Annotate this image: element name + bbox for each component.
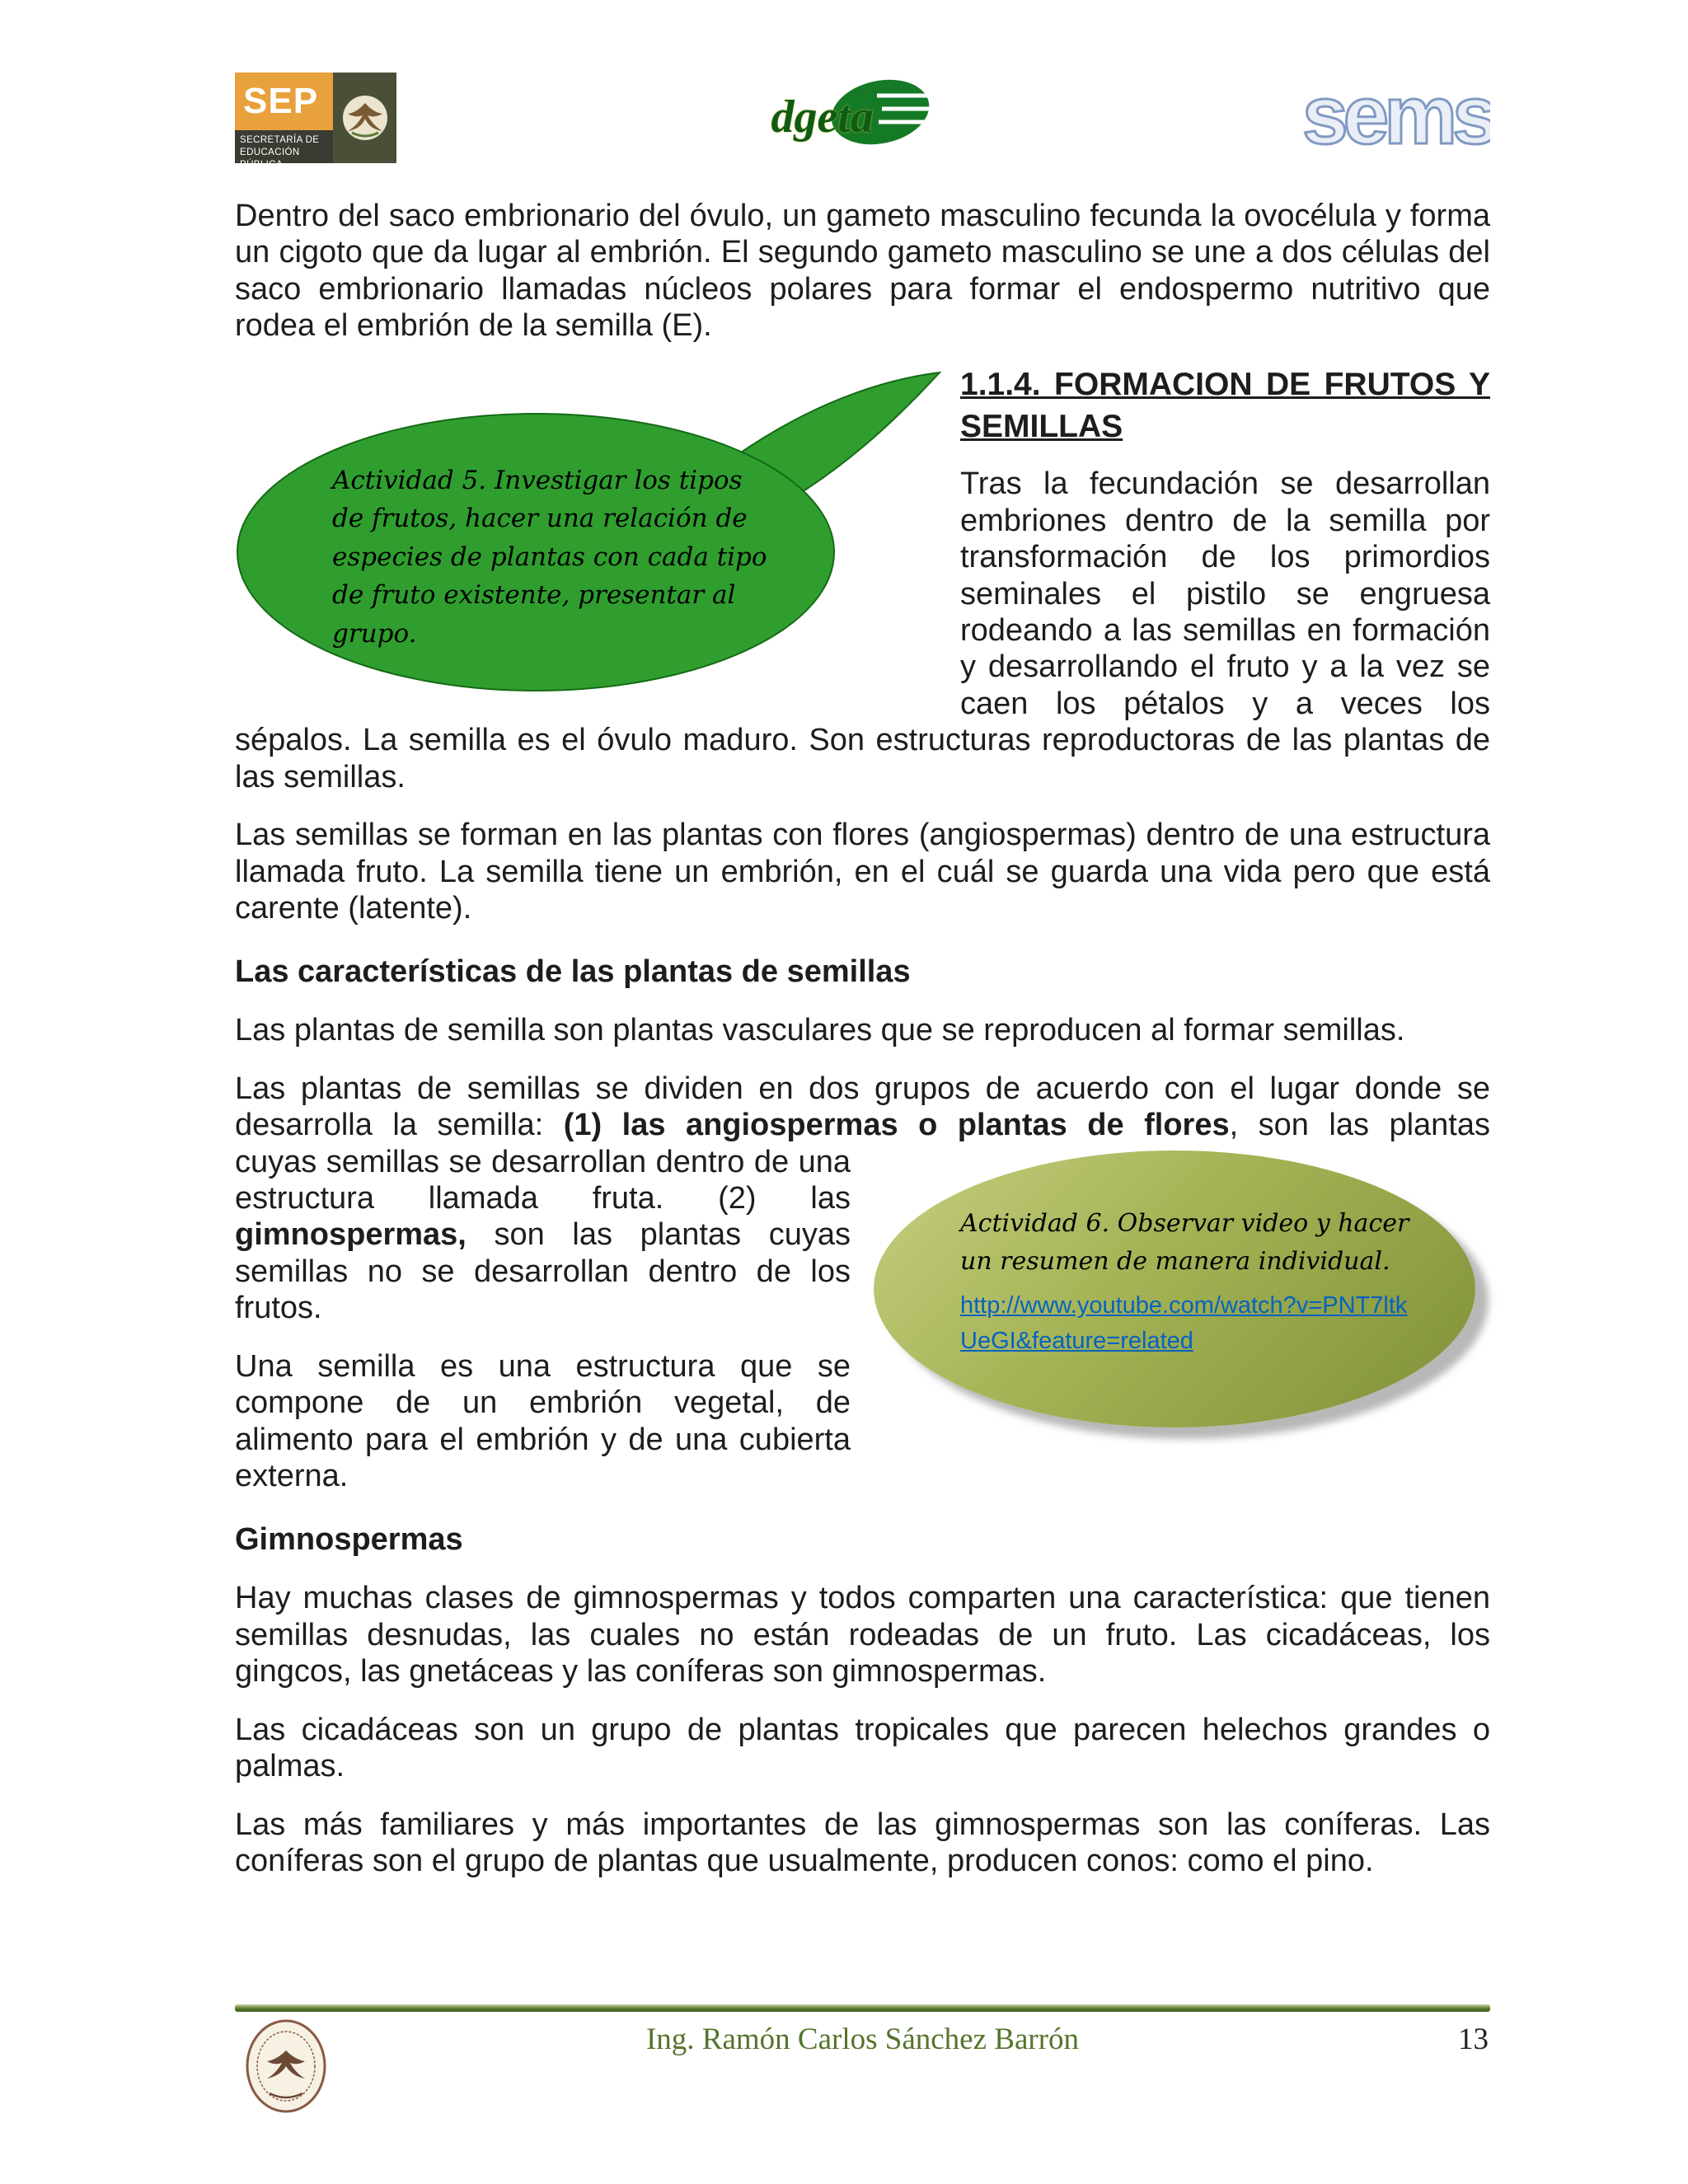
angiospermas-bold: (1) las angiospermas o plantas de flores: [563, 1108, 1230, 1143]
school-seal-icon: [245, 2018, 327, 2115]
activity5-callout: [235, 364, 944, 694]
sep-logo-subtext: SECRETARÍA DE EDUCACIÓN PÚBLICA: [235, 130, 333, 163]
youtube-link[interactable]: http://www.youtube.com/watch?v=PNT7ltkUeGI&feature=related: [960, 1291, 1408, 1355]
sems-logo-word: sems: [1302, 73, 1490, 162]
dos-grupos-text2: , son las plantas: [1229, 1108, 1491, 1143]
sep-logo-orange-box: [235, 73, 333, 130]
footer-rule: [235, 2004, 1490, 2012]
paragraph-clases-gimnospermas: Hay muchas clases de gimnospermas y todos comparten una característica: que tienen semillas desnudas, las cuales no están rodeadas de un fruto. Las cicadáceas, los gingcos, las gnetáceas y las coníferas son gimnospermas.: [235, 1581, 1490, 1690]
paragraph-vasculares: Las plantas de semilla son plantas vasculares que se reproducen al formar semillas.: [235, 1013, 1405, 1048]
dos-grupos-text1: Las plantas de semillas se dividen en dos grupos de acuerdo con el lugar donde se desarrolla la semilla:: [235, 1071, 1490, 1143]
sep-logo-word: SEP: [243, 81, 319, 121]
activity6-callout: [874, 1151, 1490, 1441]
activity6-content: [960, 1205, 1409, 1360]
footer-text-row: [235, 2022, 1490, 2057]
paragraph-dos-grupos-a: [235, 1071, 1490, 1144]
header-logo-row: [235, 73, 1490, 170]
paragraph-una-semilla: Una semilla es una estructura que se compone de un embrión vegetal, de alimento para el embrión y de una cubierta externa.: [235, 1348, 851, 1494]
sems-logo: [1302, 73, 1490, 162]
paragraph-semillas-forman: Las semillas se forman en las plantas con flores (angiospermas) dentro de una estructura llamada fruto. La semilla tiene un embrión, en el cuál se guarda una vida pero que está carente (latente).: [235, 818, 1490, 926]
section-frutos-semillas: [235, 364, 1490, 795]
gimnospermas-bold: gimnospermas,: [235, 1217, 467, 1253]
paragraph-coniferas: Las más familiares y más importantes de las gimnospermas son las coníferas. Las coníferas son el grupo de plantas que usualmente, producen conos: como el pino.: [235, 1807, 1490, 1878]
section-heading-114: 1.1.4. FORMACION DE FRUTOS Y SEMILLAS: [960, 366, 1490, 444]
section-activity6: [235, 1144, 1490, 1495]
dos-grupos-text4: son las plantas cuyas semillas no se desarrollan dentro de los frutos.: [235, 1217, 851, 1326]
heading-caracteristicas: Las características de las plantas de semillas: [235, 954, 911, 989]
activity6-text: Actividad 6. Observar video y hacer un resumen de manera individual.: [960, 1208, 1409, 1277]
dgeta-logo-word: dgeta: [771, 91, 874, 143]
heading-gimnospermas: Gimnospermas: [235, 1521, 463, 1557]
activity5-text: Actividad 5. Investigar los tipos de frutos, hacer una relación de especies de plantas con cada tipo de fruto existente, presentar al grupo.: [332, 465, 767, 649]
paragraph-fecundacion-part2: y a la vez se caen los pétalos y a veces los sépalos. La semilla es el óvulo maduro. Son estructuras reproductoras de las plantas de las semillas.: [235, 649, 1490, 794]
dgeta-logo: [771, 77, 928, 160]
footer-author: Ing. Ramón Carlos Sánchez Barrón: [645, 2022, 1080, 2056]
paragraph-intro: Dentro del saco embrionario del óvulo, un gameto masculino fecunda la ovocélula y forma un cigoto que da lugar al embrión. El segundo gameto masculino se une a dos células del saco embrionario llamadas núcleos polares para formar el endospermo nutritivo que rodea el embrión de la semilla (E).: [235, 199, 1490, 344]
paragraph-fecundacion-part1: Tras la fecundación se desarrollan embriones dentro de la semilla por transformación de los primordios seminales el pistilo se engruesa rodeando a las semillas en formación y desarrollando el fruto: [960, 466, 1490, 685]
sep-logo-text-block: [235, 73, 333, 170]
activity6-oval-shape: [874, 1151, 1475, 1427]
page-content: [235, 73, 1490, 1879]
sep-logo: [235, 73, 396, 170]
sep-coat-of-arms-icon: [333, 73, 396, 163]
page-number: 13: [1458, 2022, 1489, 2056]
paragraph-cicadaceas: Las cicadáceas son un grupo de plantas tropicales que parecen helechos grandes o palmas.: [235, 1712, 1490, 1784]
dos-grupos-text3: cuyas semillas se desarrollan dentro de una estructura llamada fruta. (2) las: [235, 1144, 851, 1216]
page-footer: [235, 2004, 1490, 2057]
